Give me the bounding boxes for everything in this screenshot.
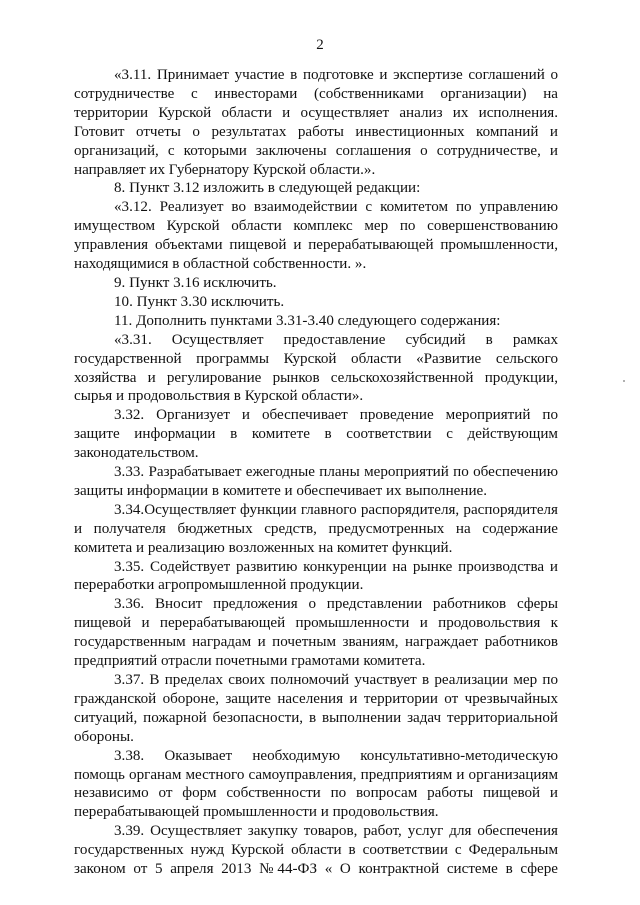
paragraph-3-12: «3.12. Реализует во взаимодействии с комитетом по управлению имуществом Курской области комплекс мер по совершенствованию управления объектами пищевой и перерабатывающей промышленности, находящимися в областной собственности. ». xyxy=(74,199,558,273)
paragraph-3-31: «3.31. Осуществляет предоставление субсидий в рамках государственной программы Курской области «Развитие сельского хозяйства и регулирование рынков сельскохозяйственной продукции, сырья и продовольствия в Курской области». xyxy=(74,331,558,405)
paragraph-item-8: 8. Пункт 3.12 изложить в следующей редакции: xyxy=(114,180,421,197)
scan-speck xyxy=(623,380,625,382)
page-number: 2 xyxy=(316,37,324,53)
paragraph-item-10: 10. Пункт 3.30 исключить. xyxy=(114,293,285,310)
paragraph-3-35: 3.35. Содействует развитию конкуренции на рынке производства и переработки агропромышленной продукции. xyxy=(74,558,558,594)
paragraph-3-38: 3.38. Оказывает необходимую консультативно-методическую помощь органам местного самоуправления, предприятиям и организациям независимо от форм собственности по вопросам работы пищевой и перерабатывающей промышленности и продовольствия. xyxy=(74,747,558,821)
paragraph-3-11: «3.11. Принимает участие в подготовке и экспертизе соглашений о сотрудничестве с инвесторами (собственниками организации) на территории Курской области и осуществляет анализ их исполнения. Готовит отчеты о результатах работы инвестиционных компаний и организаций, с которыми заключены соглашения о сотрудничестве, и направляет их Губернатору Курской области.». xyxy=(74,67,558,178)
paragraph-item-11: 11. Дополнить пунктами 3.31-3.40 следующего содержания: xyxy=(114,312,501,329)
paragraph-3-33: 3.33. Разрабатывает ежегодные планы мероприятий по обеспечению защиты информации в комитете и обеспечивает их выполнение. xyxy=(74,464,558,499)
paragraph-3-37: 3.37. В пределах своих полномочий участвует в реализации мер по гражданской обороне, защите населения и территории от чрезвычайных ситуаций, пожарной безопасности, в выполнении задач территориальной обороны. xyxy=(74,672,558,745)
paragraph-item-9: 9. Пункт 3.16 исключить. xyxy=(114,274,277,291)
document-body xyxy=(74,66,558,879)
paragraph-3-39: 3.39. Осуществляет закупку товаров, работ, услуг для обеспечения государственных нужд Курской области в соответствии с Федеральным законом от 5 апреля 2013 №44-ФЗ « О контрактной системе в сфере xyxy=(74,823,558,878)
paragraph-3-32: 3.32. Организует и обеспечивает проведение мероприятий по защите информации в комитете в соответствии с действующим законодательством. xyxy=(74,407,558,462)
paragraph-3-34: 3.34.Осуществляет функции главного распорядителя, распорядителя и получателя бюджетных средств, предусмотренных на содержание комитета и реализацию возложенных на комитет функций. xyxy=(74,501,558,556)
paragraph-3-36: 3.36. Вносит предложения о представлении работников сферы пищевой и перерабатывающей промышленности и продовольствия к государственным наградам и почетным званиям, награждает работников предприятий отрасли почетными грамотами комитета. xyxy=(74,596,558,670)
